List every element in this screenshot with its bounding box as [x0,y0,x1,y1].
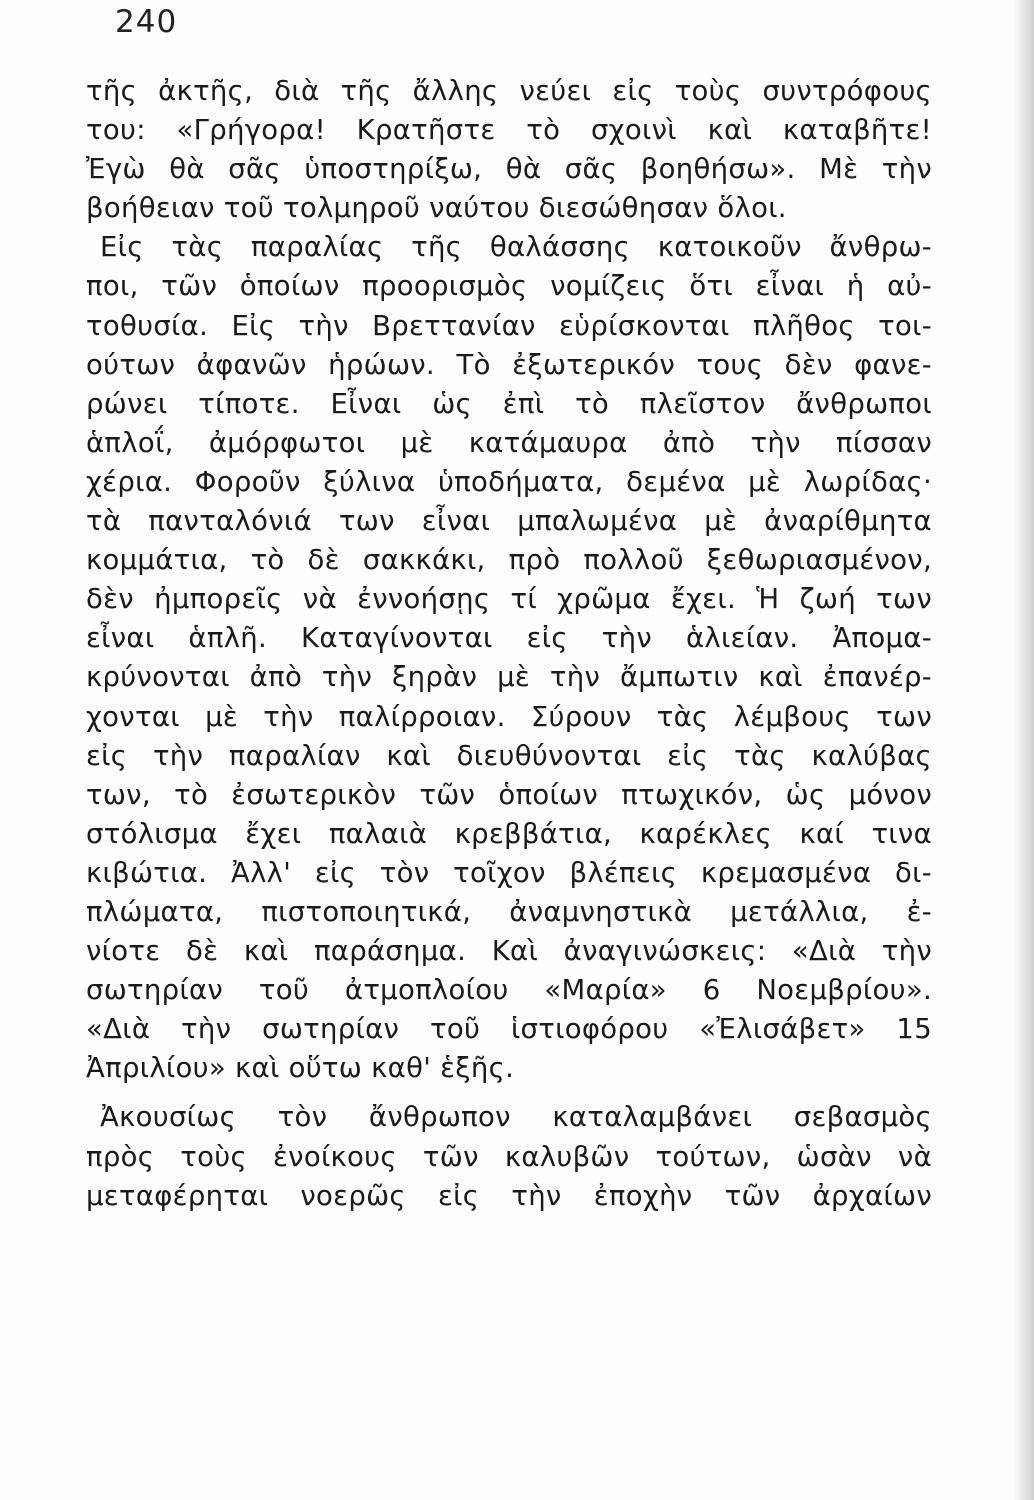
text-line: εἶναι ἁπλῆ. Καταγίνονται εἰς τὴν ἁλιείαν. Ἀπομα- [86,622,932,655]
text-line: χονται μὲ τὴν παλίρροιαν. Σύρουν τὰς λέμβους των [86,700,932,733]
body-text [86,72,932,1216]
text-line: «Διὰ τὴν σωτηρίαν τοῦ ἱστιοφόρου «Ἐλισάβετ» 15 [86,1013,932,1046]
text-line: Ἐγὼ θὰ σᾶς ὑποστηρίξω, θὰ σᾶς βοηθήσω». Μὲ τὴν [86,153,932,186]
text-line: των, τὸ ἐσωτερικὸν τῶν ὁποίων πτωχικόν, ὡς μόνον [86,778,932,811]
text-line: του: «Γρήγορα! Κρατῆστε τὸ σχοινὶ καὶ καταβῆτε! [86,114,932,147]
text-line: κρύνονται ἀπὸ τὴν ξηρὰν μὲ τὴν ἄμπωτιν καὶ ἐπανέρ- [86,661,932,694]
text-line: μεταφέρηται νοερῶς εἰς τὴν ἐποχὴν τῶν ἀρχαίων [86,1179,932,1212]
text-line: Ἀπριλίου» καὶ οὕτω καθ' ἑξῆς. [86,1052,515,1085]
paragraph-2 [86,228,932,1088]
text-line: δὲν ἠμπορεῖς νὰ ἐννοήσῃς τί χρῶμα ἔχει. Ἡ ζωή των [86,583,932,616]
paragraph-spacer [86,1088,932,1098]
text-line: Ἀκουσίως τὸν ἄνθρωπον καταλαμβάνει σεβασμὸς [100,1101,932,1134]
text-line: ποι, τῶν ὁποίων προορισμὸς νομίζεις ὅτι εἶναι ἡ αὐ- [86,270,932,303]
text-line: ούτων ἀφανῶν ἡρώων. Τὸ ἐξωτερικόν τους δὲν φανε- [86,348,932,381]
text-line: ρώνει τίποτε. Εἶναι ὡς ἐπὶ τὸ πλεῖστον ἄνθρωποι [86,387,932,420]
paragraph-1 [86,72,932,228]
text-line: Εἰς τὰς παραλίας τῆς θαλάσσης κατοικοῦν ἄνθρω- [100,231,932,264]
text-line: τῆς ἀκτῆς, διὰ τῆς ἄλλης νεύει εἰς τοὺς συντρόφους [86,75,932,107]
page-number: 240 [115,4,178,40]
text-line: σωτηρίαν τοῦ ἀτμοπλοίου «Μαρία» 6 Νοεμβρίου». [86,974,932,1007]
text-line: κομμάτια, τὸ δὲ σακκάκι, πρὸ πολλοῦ ξεθωριασμένον, [86,544,932,577]
text-line: βοήθειαν τοῦ τολμηροῦ ναύτου διεσώθησαν ὅλοι. [86,192,787,225]
text-line: πλώματα, πιστοποιητικά, ἀναμνηστικὰ μετάλλια, ἐ- [86,895,932,928]
text-line: τοθυσία. Εἰς τὴν Βρεττανίαν εὑρίσκονται πλῆθος τοι- [86,309,932,342]
text-line: κιβώτια. Ἀλλ' εἰς τὸν τοῖχον βλέπεις κρεμασμένα δι- [86,856,932,889]
text-line: πρὸς τοὺς ἐνοίκους τῶν καλυβῶν τούτων, ὡσὰν νὰ [86,1140,932,1173]
text-line: χέρια. Φοροῦν ξύλινα ὑποδήματα, δεμένα μὲ λωρίδας· [86,465,932,498]
text-line: εἰς τὴν παραλίαν καὶ διευθύνονται εἰς τὰς καλύβας [86,739,932,772]
text-line: ἁπλοΐ, ἀμόρφωτοι μὲ κατάμαυρα ἀπὸ τὴν πίσσαν [86,426,932,459]
text-line: τὰ πανταλόνιά των εἶναι μπαλωμένα μὲ ἀναρίθμητα [86,505,932,538]
text-line: στόλισμα ἔχει παλαιὰ κρεββάτια, καρέκλες καί τινα [86,817,932,850]
text-line: νίοτε δὲ καὶ παράσημα. Καὶ ἀναγινώσκεις: «Διὰ τὴν [86,935,932,968]
page-edge-shadow [1012,0,1034,1500]
paragraph-3 [86,1098,932,1215]
